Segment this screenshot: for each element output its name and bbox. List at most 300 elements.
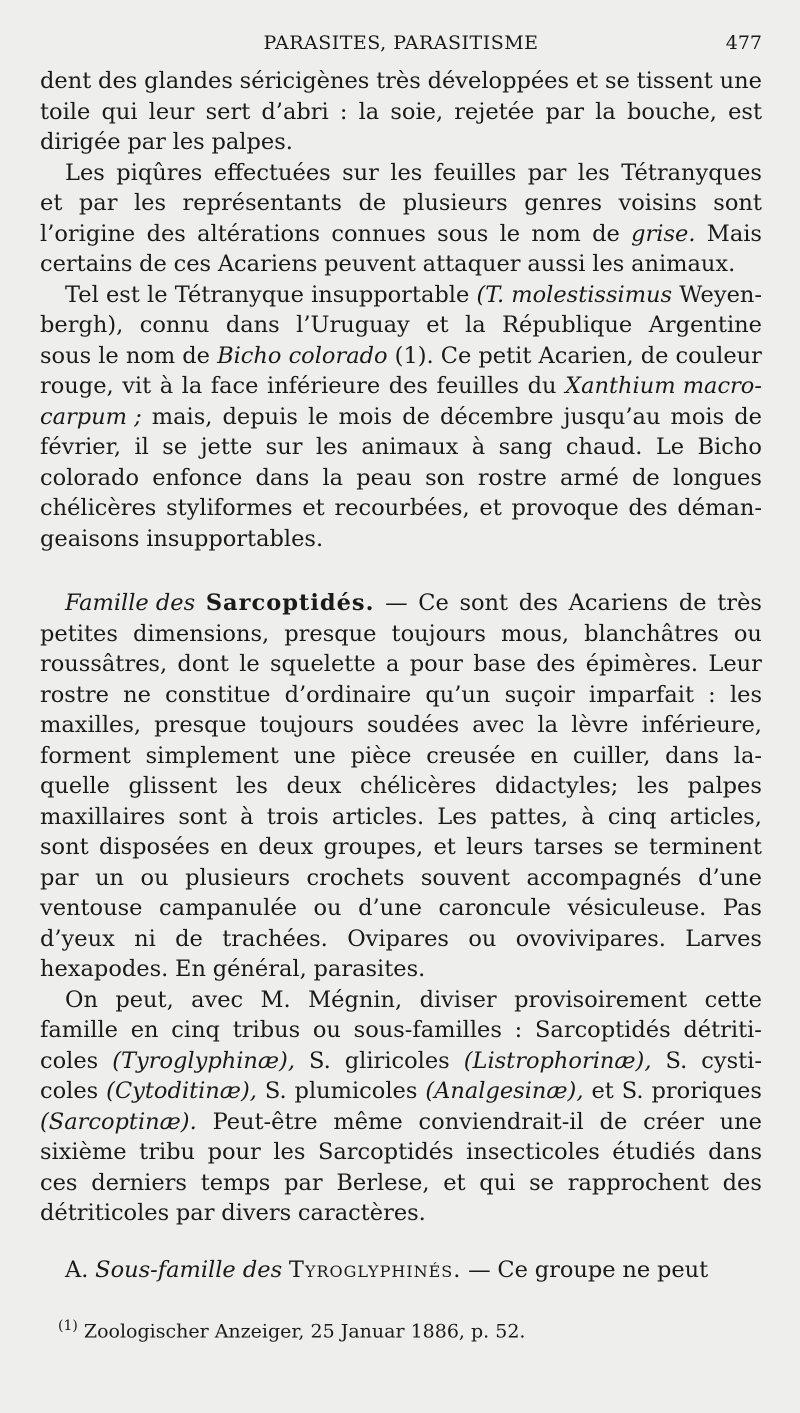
word: cinq <box>171 1017 220 1043</box>
word: sont <box>713 190 762 216</box>
word: les <box>172 129 205 155</box>
word: par <box>527 159 567 186</box>
word: sous <box>40 342 92 369</box>
word: coles <box>40 1078 99 1104</box>
word: de <box>734 403 762 430</box>
word: temps <box>200 1169 271 1196</box>
word: les <box>729 681 762 708</box>
word: ovovivipares. <box>515 925 666 952</box>
word: (Tyroglyphinæ), <box>112 1047 295 1074</box>
text-line <box>40 985 762 1016</box>
word: peuvent <box>324 251 416 277</box>
word: ou <box>733 620 762 647</box>
word: : <box>514 1017 523 1043</box>
word: d’une <box>358 895 422 921</box>
word: Les <box>65 159 105 186</box>
word: ou <box>140 864 169 891</box>
word: d’une <box>698 864 762 891</box>
text-line <box>40 219 762 250</box>
word: Peut-être <box>212 1108 318 1135</box>
word: tribu <box>139 1139 196 1165</box>
paragraph <box>40 588 762 985</box>
word: les <box>592 251 625 277</box>
word: février, <box>40 434 122 460</box>
word: dans <box>255 464 310 491</box>
word: enfonce <box>152 464 243 491</box>
word: de <box>599 1108 628 1135</box>
text-line <box>40 371 762 402</box>
word: Pas <box>722 895 762 921</box>
paragraph <box>40 985 762 1229</box>
word: toujours <box>391 620 486 647</box>
word: le <box>239 651 260 677</box>
word: à <box>240 803 254 830</box>
text-line <box>40 1107 762 1138</box>
word: qui <box>101 98 138 125</box>
word: provoque <box>511 495 619 521</box>
word: Ce <box>440 342 472 369</box>
word: : <box>339 98 348 125</box>
word: de <box>640 342 669 369</box>
word: diviser <box>419 986 497 1013</box>
word: séricigènes <box>239 68 370 94</box>
word: et <box>433 834 456 860</box>
word: avec <box>472 712 525 738</box>
word: de <box>139 251 167 277</box>
word: rostre <box>477 464 547 491</box>
word: styliformes <box>166 495 293 521</box>
footnote-text: Zoologischer Anzeiger, 25 Januar 1886, p. 52. <box>77 1320 526 1343</box>
word: pour <box>409 651 463 677</box>
word: l’origine <box>40 220 136 247</box>
word: Tel <box>65 281 99 308</box>
word: Tyroglyphinés. <box>288 1256 462 1283</box>
word: décembre <box>439 403 554 430</box>
text-line <box>40 588 762 619</box>
text-line <box>40 1046 762 1077</box>
word: feuilles <box>433 159 517 186</box>
text-line <box>40 1255 762 1286</box>
word: chaud. <box>565 434 643 460</box>
word: qui <box>479 1169 516 1196</box>
word: maxillaires <box>40 803 166 830</box>
word: son <box>425 464 465 491</box>
word: est <box>728 98 762 125</box>
word: mous, <box>501 620 570 647</box>
word: sur <box>265 434 303 460</box>
word: il <box>134 434 149 460</box>
word: ou <box>313 895 342 921</box>
word: tissent <box>636 68 713 94</box>
word: Sarcoptidés. <box>205 590 375 616</box>
word: même <box>333 1108 403 1135</box>
word: (Cytoditinæ), <box>106 1078 257 1104</box>
word: feuilles <box>436 373 520 399</box>
word: inférieure <box>267 373 381 399</box>
word: mois <box>670 403 725 430</box>
word: On <box>65 986 98 1013</box>
word: crochets <box>306 864 405 891</box>
word: rapprochent <box>567 1169 709 1196</box>
word: se <box>162 434 188 460</box>
word: altérations <box>197 220 321 247</box>
word: peut, <box>115 986 174 1013</box>
word: par <box>284 1169 323 1196</box>
word: la <box>537 712 559 738</box>
word: aussi <box>527 251 586 277</box>
word: colorado <box>40 464 140 491</box>
word: les <box>636 773 670 799</box>
word: d’abri <box>261 98 329 125</box>
word: face <box>210 373 259 399</box>
word: et <box>40 190 63 216</box>
word: deux <box>286 773 342 799</box>
word: creusée <box>426 742 516 769</box>
word: général, <box>212 956 307 982</box>
word: voisins <box>618 190 697 216</box>
word: des <box>146 220 186 247</box>
word: ou <box>468 925 497 952</box>
word: jusqu’au <box>563 403 661 430</box>
word: plusieurs <box>402 190 508 216</box>
word: Ce <box>497 1256 528 1283</box>
word: Tétranyque <box>174 281 304 308</box>
word: du <box>527 373 557 399</box>
word: les <box>133 190 167 216</box>
word: conviendrait-il <box>418 1108 584 1135</box>
word: le <box>499 220 521 247</box>
word: en <box>530 742 559 769</box>
word: se <box>604 68 630 94</box>
word: les <box>577 159 610 186</box>
word: et <box>426 312 449 338</box>
word: insecticoles <box>466 1139 600 1165</box>
word: et <box>591 1078 614 1104</box>
word: de <box>175 925 203 952</box>
text-line <box>40 893 762 924</box>
word: caractères. <box>297 1200 426 1226</box>
word: se <box>529 1169 554 1196</box>
word: Les <box>437 803 478 830</box>
word: jette <box>200 434 253 460</box>
word: cuiller, <box>572 742 651 769</box>
word: blanchâtres <box>584 620 719 647</box>
word: Tétranyques <box>621 159 762 186</box>
word: S. <box>264 1078 287 1104</box>
text-line <box>40 432 762 463</box>
word: des <box>722 1169 762 1196</box>
word: depuis <box>222 403 298 430</box>
word: bergh), <box>40 312 124 338</box>
word: l’Uruguay <box>296 312 410 338</box>
word: la- <box>733 742 762 769</box>
word: créer <box>643 1108 704 1135</box>
paragraph <box>40 158 762 280</box>
word: attaquer <box>422 251 521 277</box>
word: nom <box>125 342 176 369</box>
word: piqûres <box>116 159 203 186</box>
word: sont <box>40 834 89 860</box>
word: quelle <box>40 773 110 799</box>
word: bouche, <box>626 98 717 125</box>
word: armé <box>559 464 619 491</box>
word: dans <box>708 1139 762 1165</box>
word: dirigée <box>40 129 121 155</box>
word: les <box>235 773 268 799</box>
word: et <box>575 68 599 94</box>
word: une <box>293 742 336 769</box>
word: longues <box>672 464 762 491</box>
word: provisoirement <box>514 986 688 1013</box>
word: et <box>443 1169 466 1196</box>
text-line <box>40 158 762 189</box>
text-line <box>40 310 762 341</box>
word: squelette <box>270 651 376 677</box>
text-line <box>40 249 762 280</box>
text-line <box>40 741 762 772</box>
word: glissent <box>128 773 218 799</box>
word: chélicères <box>360 773 477 799</box>
word: divers <box>221 1200 292 1226</box>
word: imparfait <box>588 681 694 708</box>
paragraph <box>40 66 762 158</box>
word: des <box>388 373 428 399</box>
word: (T. molestissimus <box>476 281 673 308</box>
word: la <box>358 98 380 125</box>
word: tribus <box>232 1017 301 1043</box>
word: sont <box>459 590 509 616</box>
text-line <box>40 524 762 555</box>
word: Le <box>655 434 685 460</box>
word: une <box>719 1108 762 1135</box>
word: chélicères <box>40 495 157 521</box>
text-line <box>40 97 762 128</box>
text-line <box>40 771 762 802</box>
word: nom <box>531 220 581 247</box>
word: sous <box>437 220 489 247</box>
word: ni <box>134 925 156 952</box>
word: dimensions, <box>132 620 270 647</box>
word: S. <box>621 1078 644 1104</box>
word: sous-familles <box>353 1017 502 1043</box>
word: En <box>175 956 206 982</box>
word: Leur <box>708 651 762 677</box>
word: de <box>402 403 430 430</box>
page-number: 477 <box>725 32 762 54</box>
word: certains <box>40 251 133 277</box>
word: carpum ; <box>40 403 142 430</box>
word: roussâtres, <box>40 651 168 677</box>
word: une <box>719 68 762 94</box>
word: en <box>130 1017 159 1043</box>
text-line <box>40 188 762 219</box>
word: Famille des <box>65 590 196 616</box>
word: ces <box>40 1169 78 1196</box>
word: détriti- <box>683 1017 762 1043</box>
word: Weyen- <box>679 281 762 308</box>
word: est <box>105 281 140 308</box>
text-line <box>40 1198 762 1229</box>
word: et <box>302 495 325 521</box>
word: maxilles, <box>40 712 142 738</box>
word: pièce <box>350 742 412 769</box>
word: presque <box>154 712 247 738</box>
word: deux <box>258 834 314 860</box>
running-title: PARASITES, PARASITISME <box>263 32 539 54</box>
word: — <box>468 1256 491 1283</box>
text-line <box>40 402 762 433</box>
word: grise. <box>631 220 696 247</box>
word: mais, <box>151 403 213 430</box>
word: dans <box>665 742 719 769</box>
word: par <box>127 129 166 155</box>
text-line <box>40 649 762 680</box>
word: toujours <box>259 712 354 738</box>
word: rouge, <box>40 373 114 399</box>
word: disposées <box>98 834 210 860</box>
word: détriticoles <box>40 1200 170 1226</box>
word: insupportables. <box>146 525 324 552</box>
word: de <box>592 220 620 247</box>
word: vit <box>122 373 152 399</box>
word: déman- <box>677 495 762 521</box>
word: étudiés <box>612 1139 696 1165</box>
word: leurs <box>466 834 524 860</box>
word: souvent <box>420 864 511 891</box>
word: les <box>315 434 348 460</box>
word: représentants <box>182 190 342 216</box>
word: peau <box>356 464 412 491</box>
word: Mais <box>706 220 762 247</box>
word: famille <box>40 1017 118 1043</box>
word: insupportable <box>311 281 470 308</box>
word: en <box>220 834 248 860</box>
text-line <box>40 66 762 97</box>
word: à <box>159 373 174 399</box>
word: S. <box>665 1047 688 1074</box>
word: les <box>273 1139 306 1165</box>
word: très <box>717 590 762 616</box>
word: sur <box>342 159 379 186</box>
word: de <box>631 464 660 491</box>
word: Xanthium macro- <box>565 373 762 399</box>
word: (Sarcoptinæ). <box>40 1108 197 1135</box>
word: groupes, <box>323 834 424 860</box>
word: coles <box>40 1047 99 1074</box>
word: genres <box>524 190 603 216</box>
word: inférieure, <box>641 712 762 738</box>
word: Larves <box>685 925 762 952</box>
text-line <box>40 954 762 985</box>
word: qu’un <box>425 681 491 708</box>
word: la <box>595 98 616 125</box>
word: lèvre <box>571 712 629 738</box>
word: A. <box>65 1256 89 1283</box>
word: cinq <box>607 803 657 830</box>
word: la <box>465 312 486 338</box>
word: de <box>358 190 387 216</box>
text-line <box>40 463 762 494</box>
word: articles, <box>669 803 762 830</box>
word: Sarcoptidés <box>317 1139 454 1165</box>
word: soudées <box>367 712 460 738</box>
text-line <box>40 1015 762 1046</box>
word: des <box>518 590 558 616</box>
word: cette <box>704 986 762 1013</box>
paragraph <box>40 280 762 555</box>
word: d’ordinaire <box>284 681 412 708</box>
word: des <box>536 651 576 677</box>
word: proriques <box>651 1078 762 1104</box>
word: et <box>479 495 502 521</box>
word: de <box>182 342 210 369</box>
word: avec <box>191 986 244 1013</box>
word: sixième <box>40 1139 127 1165</box>
word: articles. <box>331 803 425 830</box>
text-line <box>40 493 762 524</box>
word: Mégnin, <box>308 986 403 1013</box>
word: la <box>181 373 203 399</box>
word: Ce <box>418 590 449 616</box>
word: la <box>322 464 344 491</box>
word: caroncule <box>438 895 551 921</box>
word: tarses <box>533 834 604 860</box>
word: Berlese, <box>336 1169 430 1196</box>
text-body <box>40 66 762 1285</box>
text-line <box>40 619 762 650</box>
word: dans <box>225 312 280 338</box>
word: ces <box>173 251 212 277</box>
text-line <box>40 280 762 311</box>
word: les <box>390 159 423 186</box>
word: sang <box>498 434 553 460</box>
word: Sous-famille des <box>95 1256 283 1283</box>
word: Acariens <box>217 251 318 277</box>
word: gliricoles <box>344 1047 450 1074</box>
running-header <box>40 32 762 62</box>
word: très <box>376 68 421 94</box>
word: constitue <box>165 681 271 708</box>
word: ou <box>312 1017 341 1043</box>
text-line <box>40 924 762 955</box>
word: simplement <box>145 742 279 769</box>
word: mois <box>338 403 393 430</box>
word: ne <box>123 681 151 708</box>
word: couleur <box>675 342 762 369</box>
word: petites <box>40 620 118 647</box>
word: suçoir <box>504 681 575 708</box>
word: animaux <box>361 434 459 460</box>
word: Bicho colorado <box>217 342 388 369</box>
word: vésiculeuse. <box>567 895 707 921</box>
word: — <box>385 590 408 616</box>
word: à <box>581 803 595 830</box>
word: le <box>98 342 119 369</box>
word: trois <box>266 803 319 830</box>
word: (Listrophorinæ), <box>463 1047 652 1074</box>
word: Sarcoptidés <box>534 1017 671 1043</box>
text-line <box>40 341 762 372</box>
word: dont <box>177 651 229 677</box>
word: pour <box>207 1139 261 1165</box>
word: geaisons <box>40 525 140 552</box>
word: plusieurs <box>185 864 291 891</box>
word: forment <box>40 742 131 769</box>
word: terminent <box>648 834 762 860</box>
word: peut <box>656 1256 709 1283</box>
word: par <box>40 864 79 891</box>
word: palpes. <box>211 129 293 155</box>
